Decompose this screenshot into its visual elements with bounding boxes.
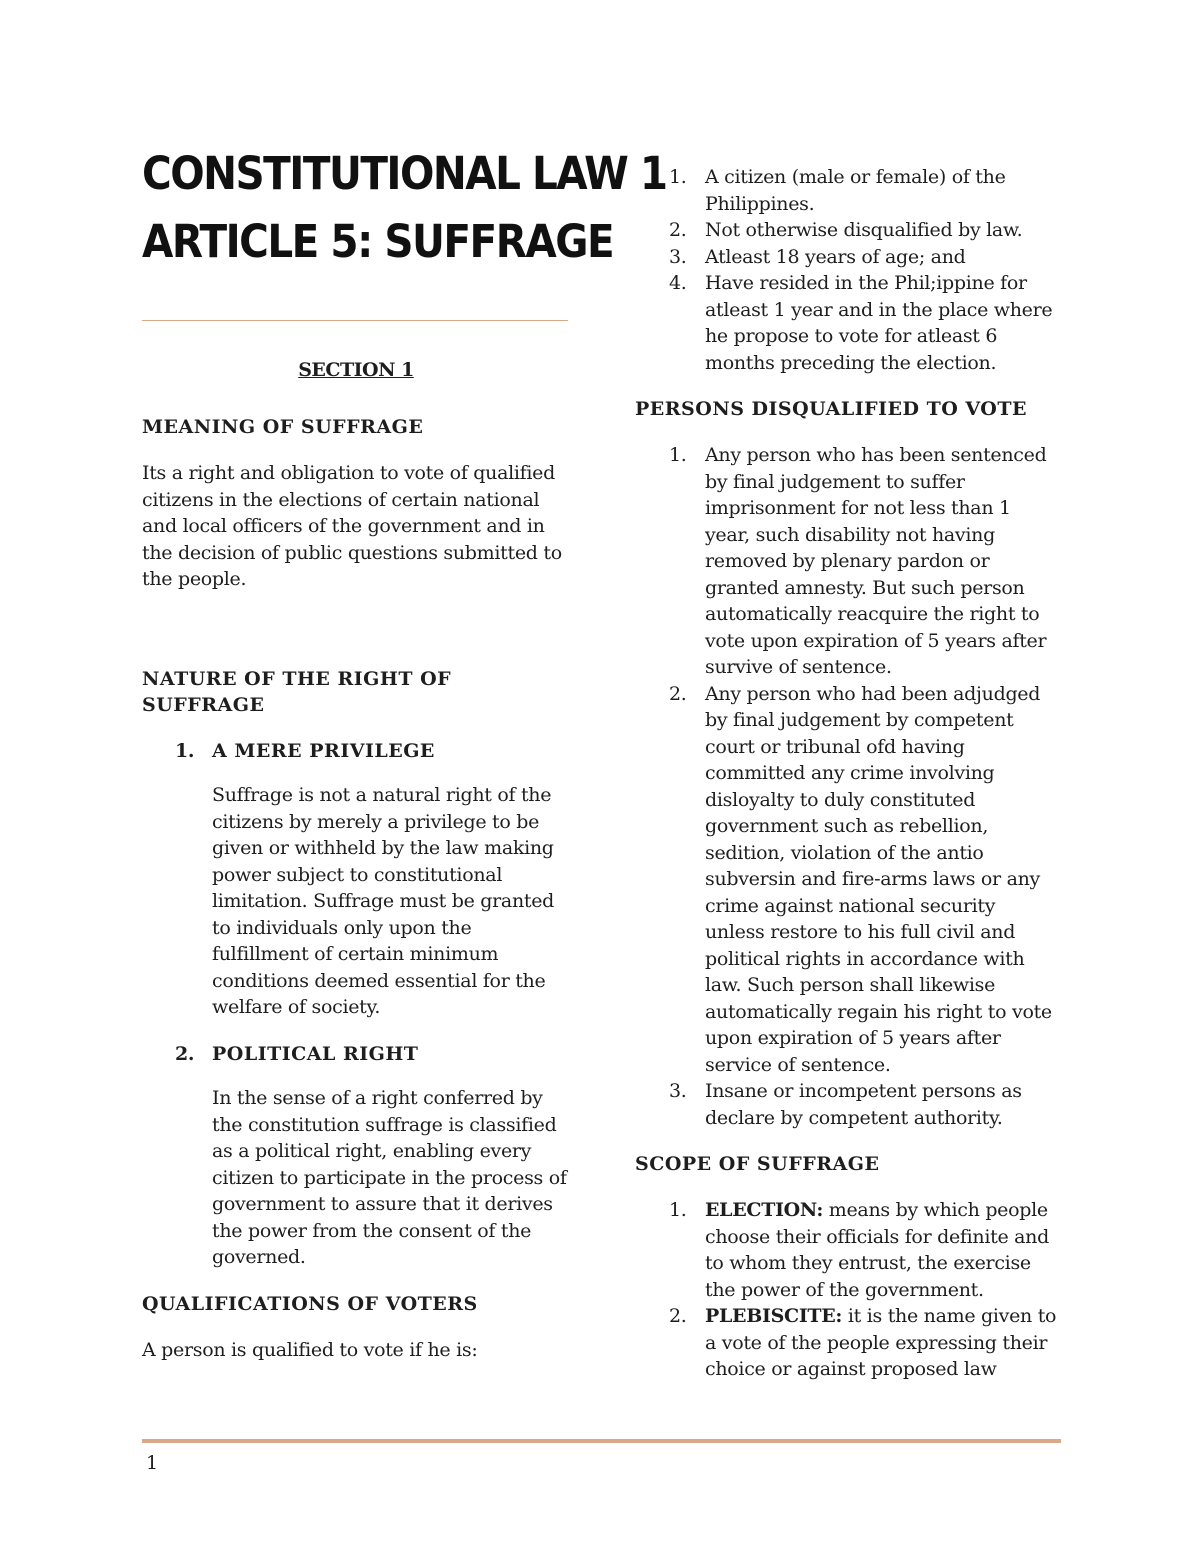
scope-list	[635, 1197, 1060, 1383]
qualifications-intro: A person is qualified to vote if he is:	[142, 1338, 478, 1361]
list-item	[142, 738, 570, 1021]
list-item	[635, 1078, 1060, 1131]
list-number: 1.	[669, 166, 687, 188]
list-number: 1.	[669, 1199, 687, 1221]
left-column	[142, 140, 667, 1363]
list-text: A citizen (male or female) of the Philippines.	[705, 166, 1006, 215]
list-text: Any person who had been adjudged by final judgement by competent court or tribunal ofd having committed any crime involving disloyalty to duly constituted government such as rebellion, sedition, violation of the antio subversin and fire-arms laws or any crime against national security unless restore to his full civil and political rights in accordance with law. Such person shall likewise automatically regain his right to vote upon expiration of 5 years after service of sentence.	[705, 682, 1052, 1076]
list-number: 2.	[669, 219, 687, 241]
meaning-heading: MEANING OF SUFFRAGE	[142, 416, 424, 438]
list-text: Atleast 18 years of age; and	[705, 245, 966, 268]
list-item	[635, 270, 1060, 376]
list-text: Any person who has been sentenced by final judgement to suffer imprisonment for not less than 1 year, such disability not having removed by plenary pardon or granted amnesty. But such person automatically reacquire the right to vote upon expiration of 5 years after survive of sentence.	[705, 444, 1047, 678]
list-item	[635, 244, 1060, 271]
election-term: ELECTION:	[705, 1199, 824, 1221]
disqualified-list	[635, 442, 1060, 1131]
list-number: 4.	[669, 272, 687, 294]
list-number: 2.	[669, 682, 687, 705]
list-item	[635, 1197, 1060, 1303]
plebiscite-text: it is the name given to a vote of the people expressing their choice or against proposed law	[705, 1305, 1057, 1380]
qualifications-heading: QUALIFICATIONS OF VOTERS	[142, 1292, 478, 1315]
section-title: SECTION 1	[298, 359, 414, 381]
nature-list	[142, 738, 570, 1271]
list-text: Not otherwise disqualified by law.	[705, 219, 1023, 241]
title-divider	[142, 320, 568, 321]
list-item	[142, 1041, 570, 1271]
list-number: 2.	[669, 1305, 687, 1327]
meaning-text: Its a right and obligation to vote of qualified citizens in the elections of certain national and local officers of the government and in the decision of public questions submitted to the people.	[142, 462, 562, 590]
political-right-text: In the sense of a right conferred by the constitution suffrage is classified as a political right, enabling every citizen to participate in the process of government to assure that it derives the power from the consent of the governed.	[212, 1087, 567, 1268]
nature-heading: NATURE OF THE RIGHT OF SUFFRAGE	[142, 667, 452, 716]
qualifications-list	[635, 164, 1060, 376]
list-number: 3.	[669, 1080, 687, 1102]
list-item	[635, 1303, 1060, 1383]
list-number: 2.	[175, 1042, 195, 1065]
document-title	[142, 140, 667, 276]
list-number: 1.	[669, 444, 687, 466]
list-text: Insane or incompetent persons as declare by competent authority.	[705, 1080, 1022, 1129]
scope-heading: SCOPE OF SUFFRAGE	[635, 1153, 880, 1175]
political-right-heading: POLITICAL RIGHT	[212, 1042, 419, 1065]
right-column	[635, 164, 1060, 1383]
election-text: means by which people choose their officials for definite and to whom they entrust, the exercise the power of the government.	[705, 1199, 1049, 1301]
list-item	[635, 442, 1060, 681]
page-number: 1	[146, 1452, 159, 1474]
disqualified-heading: PERSONS DISQUALIFIED TO VOTE	[635, 398, 1027, 420]
privilege-text: Suffrage is not a natural right of the citizens by merely a privilege to be given or withheld by the law making power subject to constitutional limitation. Suffrage must be granted to individuals only upon the fulfillment of certain minimum conditions deemed essential for the welfare of society.	[212, 784, 555, 1018]
list-item	[635, 681, 1060, 1079]
title-line-2: ARTICLE 5: SUFFRAGE	[142, 215, 614, 268]
list-text: Have resided in the Phil;ippine for atleast 1 year and in the place where he propose to vote for atleast 6 months preceding the election.	[705, 272, 1053, 374]
privilege-heading: A MERE PRIVILEGE	[212, 739, 435, 762]
list-item	[635, 164, 1060, 217]
list-number: 1.	[175, 739, 195, 762]
list-number: 3.	[669, 245, 687, 268]
plebiscite-term: PLEBISCITE:	[705, 1305, 843, 1327]
footer-divider	[142, 1439, 1061, 1443]
title-line-1: CONSTITUTIONAL LAW 1	[142, 147, 667, 200]
list-item	[635, 217, 1060, 244]
